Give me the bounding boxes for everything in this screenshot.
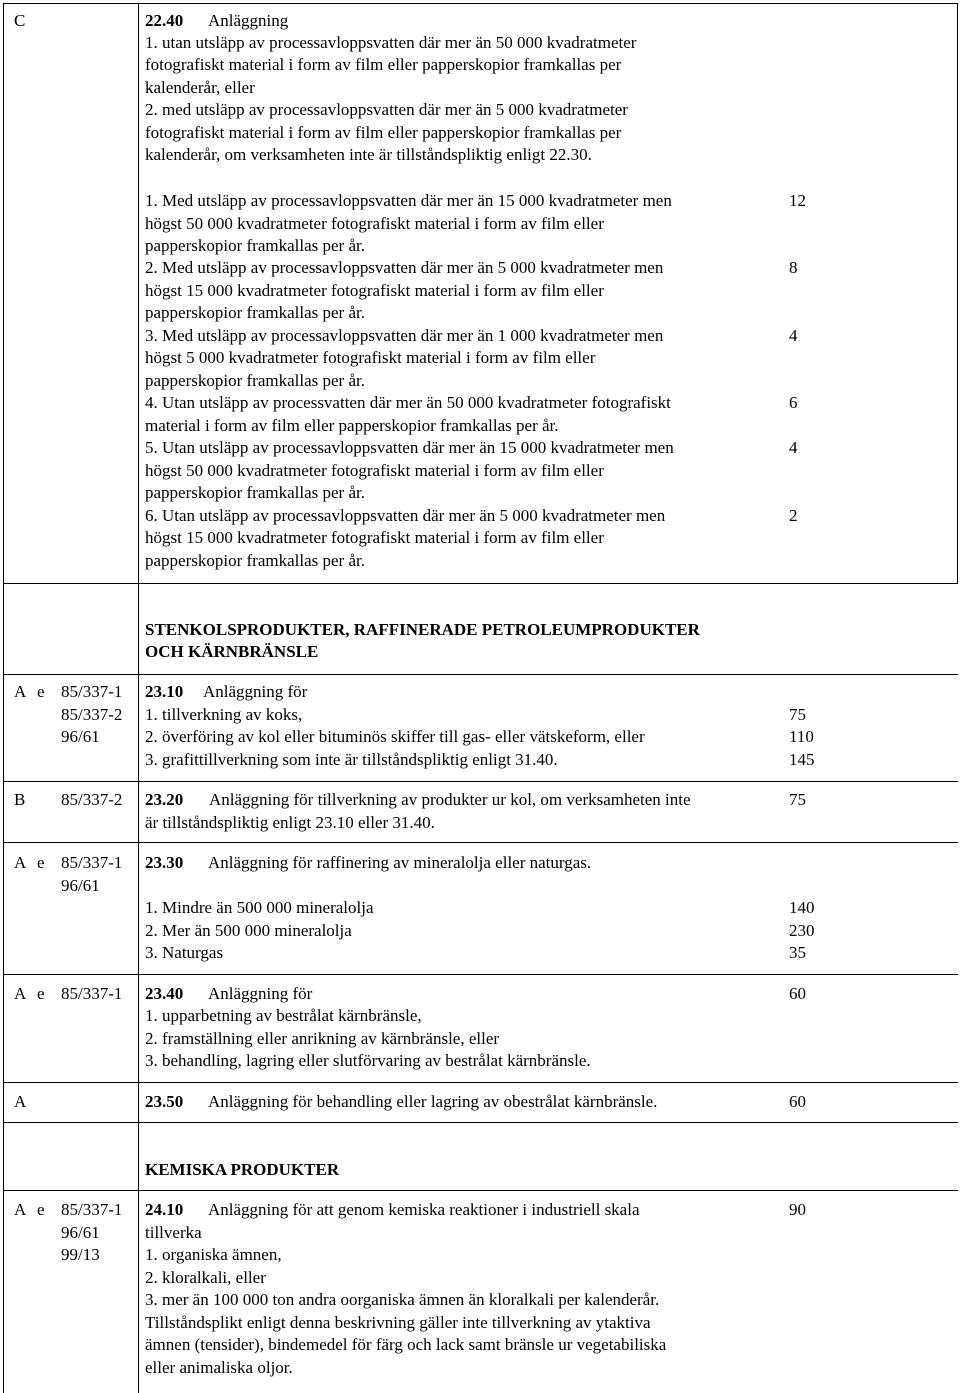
subitem-line: 6. Utan utsläpp av processavloppsvatten där mer än 5 000 kvadratmeter men	[145, 506, 666, 525]
subitem-value: 6	[789, 393, 798, 412]
subitem-line: papperskopior framkallas per år.	[145, 371, 365, 390]
section-heading: STENKOLSPRODUKTER, RAFFINERADE PETROLEUMPRODUKTER	[145, 620, 700, 639]
item-text-line: 1. organiska ämnen,	[145, 1245, 282, 1264]
eu-ref: 96/61	[61, 876, 100, 895]
eu-ref: 85/337-1	[61, 682, 123, 701]
eu-ref: 85/337-2	[61, 790, 123, 809]
item-value: 145	[789, 750, 815, 769]
section-heading: KEMISKA PRODUKTER	[145, 1160, 340, 1179]
item-title: Anläggning för att genom kemiska reaktioner i industriell skala	[208, 1200, 640, 1219]
item-text-line: 3. Naturgas	[145, 943, 224, 962]
item-text-line: 1. upparbetning av bestrålat kärnbränsle,	[145, 1006, 422, 1025]
subitem-line: papperskopior framkallas per år.	[145, 303, 365, 322]
item-title: Anläggning för behandling eller lagring av obestrålat kärnbränsle.	[208, 1092, 658, 1111]
class-label: C	[14, 11, 26, 30]
item-text-line: 1. tillverkning av koks,	[145, 705, 303, 724]
item-value: 60	[789, 984, 806, 1003]
item-text-line: 2. Mer än 500 000 mineralolja	[145, 921, 352, 940]
section-heading: OCH KÄRNBRÄNSLE	[145, 642, 319, 661]
item-number: 22.40	[145, 11, 184, 30]
subitem-line: högst 50 000 kvadratmeter fotografiskt material i form av film eller	[145, 214, 604, 233]
item-number: 23.10	[145, 682, 184, 701]
rule-left	[3, 3, 4, 1393]
item-text-line: fotografiskt material i form av film eller papperskopior framkallas per	[145, 55, 622, 74]
rule-after-2310	[3, 781, 958, 782]
item-text-line: kalenderår, eller	[145, 78, 255, 97]
rule-after-2330	[3, 974, 958, 975]
rule-before-2310	[3, 674, 958, 675]
subitem-line: papperskopior framkallas per år.	[145, 551, 365, 570]
item-value: 35	[789, 943, 806, 962]
rule-col-divider	[138, 3, 139, 1393]
item-text-line: 3. behandling, lagring eller slutförvaring av bestrålat kärnbränsle.	[145, 1051, 591, 1070]
item-value: 75	[789, 790, 806, 809]
class-mark: e	[37, 984, 45, 1003]
subitem-value: 2	[789, 506, 798, 525]
item-text-line: ämnen (tensider), bindemedel för färg och lack samt bränsle ur vegetabiliska	[145, 1335, 667, 1354]
item-text-line: 2. med utsläpp av processavloppsvatten där mer än 5 000 kvadratmeter	[145, 100, 628, 119]
class-mark: e	[37, 853, 45, 872]
subitem-line: papperskopior framkallas per år.	[145, 483, 365, 502]
class-label: A	[14, 1200, 27, 1219]
item-title: Anläggning	[208, 11, 289, 30]
item-value: 230	[789, 921, 815, 940]
item-text-line: 1. utan utsläpp av processavloppsvatten där mer än 50 000 kvadratmeter	[145, 33, 637, 52]
rule-top	[3, 3, 958, 4]
rule-after-2340	[3, 1082, 958, 1083]
subitem-value: 4	[789, 438, 798, 457]
item-text-line: 2. kloralkali, eller	[145, 1268, 266, 1287]
subitem-line: högst 15 000 kvadratmeter fotografiskt material i form av film eller	[145, 281, 604, 300]
item-number: 23.20	[145, 790, 184, 809]
subitem-line: högst 5 000 kvadratmeter fotografiskt material i form av film eller	[145, 348, 596, 367]
eu-ref: 85/337-1	[61, 853, 123, 872]
subitem-line: 3. Med utsläpp av processavloppsvatten där mer än 1 000 kvadratmeter men	[145, 326, 664, 345]
rule-before-2410	[3, 1190, 958, 1191]
subitem-line: högst 50 000 kvadratmeter fotografiskt material i form av film eller	[145, 461, 604, 480]
eu-ref: 85/337-1	[61, 984, 123, 1003]
class-label: A	[14, 682, 27, 701]
item-number: 24.10	[145, 1200, 184, 1219]
item-title: Anläggning för	[203, 682, 308, 701]
item-text-line: Tillståndsplikt enligt denna beskrivning gäller inte tillverkning av ytaktiva	[145, 1313, 651, 1332]
item-value: 90	[789, 1200, 806, 1219]
item-value: 140	[789, 898, 815, 917]
class-label: A	[14, 853, 27, 872]
item-text-line: 1. Mindre än 500 000 mineralolja	[145, 898, 374, 917]
item-text-line: 2. överföring av kol eller bituminös skiffer till gas- eller vätskeform, eller	[145, 727, 645, 746]
subitem-line: 1. Med utsläpp av processavloppsvatten där mer än 15 000 kvadratmeter men	[145, 191, 672, 210]
rule-right	[957, 3, 958, 583]
subitem-value: 8	[789, 258, 798, 277]
item-number: 23.40	[145, 984, 184, 1003]
item-text-line: är tillståndspliktig enligt 23.10 eller 31.40.	[145, 813, 435, 832]
subitem-value: 4	[789, 326, 798, 345]
item-title: Anläggning för	[208, 984, 313, 1003]
item-text-line: eller animaliska oljor.	[145, 1358, 293, 1377]
class-mark: e	[37, 1200, 45, 1219]
eu-ref: 96/61	[61, 1223, 100, 1242]
class-mark: e	[37, 682, 45, 701]
subitem-line: material i form av film eller papperskopior framkallas per år.	[145, 416, 559, 435]
subitem-line: 4. Utan utsläpp av processvatten där mer än 50 000 kvadratmeter fotografiskt	[145, 393, 671, 412]
eu-ref: 96/61	[61, 727, 100, 746]
eu-ref: 85/337-1	[61, 1200, 123, 1219]
subitem-line: högst 15 000 kvadratmeter fotografiskt material i form av film eller	[145, 528, 604, 547]
class-label: A	[14, 984, 27, 1003]
item-value: 75	[789, 705, 806, 724]
item-text-line: Anläggning för tillverkning av produkter ur kol, om verksamheten inte	[209, 790, 691, 809]
item-text-line: kalenderår, om verksamheten inte är tillståndspliktig enligt 22.30.	[145, 145, 592, 164]
rule-after-2320	[3, 842, 958, 843]
item-text-line: 3. grafittillverkning som inte är tillståndspliktig enligt 31.40.	[145, 750, 558, 769]
item-number: 23.50	[145, 1092, 184, 1111]
rule-after-2240	[3, 583, 958, 584]
subitem-line: papperskopior framkallas per år.	[145, 236, 365, 255]
item-text-line: 2. framställning eller anrikning av kärnbränsle, eller	[145, 1029, 500, 1048]
class-label: A	[14, 1092, 27, 1111]
rule-after-2350	[3, 1122, 958, 1123]
item-text-line: 3. mer än 100 000 ton andra oorganiska ämnen än kloralkali per kalenderår.	[145, 1290, 660, 1309]
item-text-line: fotografiskt material i form av film eller papperskopior framkallas per	[145, 123, 622, 142]
class-label: B	[14, 790, 26, 809]
subitem-line: 2. Med utsläpp av processavloppsvatten där mer än 5 000 kvadratmeter men	[145, 258, 664, 277]
item-text-line: tillverka	[145, 1223, 202, 1242]
item-value: 60	[789, 1092, 806, 1111]
item-title: Anläggning för raffinering av mineralolja eller naturgas.	[208, 853, 592, 872]
eu-ref: 99/13	[61, 1245, 100, 1264]
eu-ref: 85/337-2	[61, 705, 123, 724]
subitem-value: 12	[789, 191, 806, 210]
item-value: 110	[789, 727, 814, 746]
subitem-line: 5. Utan utsläpp av processavloppsvatten där mer än 15 000 kvadratmeter men	[145, 438, 674, 457]
item-number: 23.30	[145, 853, 184, 872]
